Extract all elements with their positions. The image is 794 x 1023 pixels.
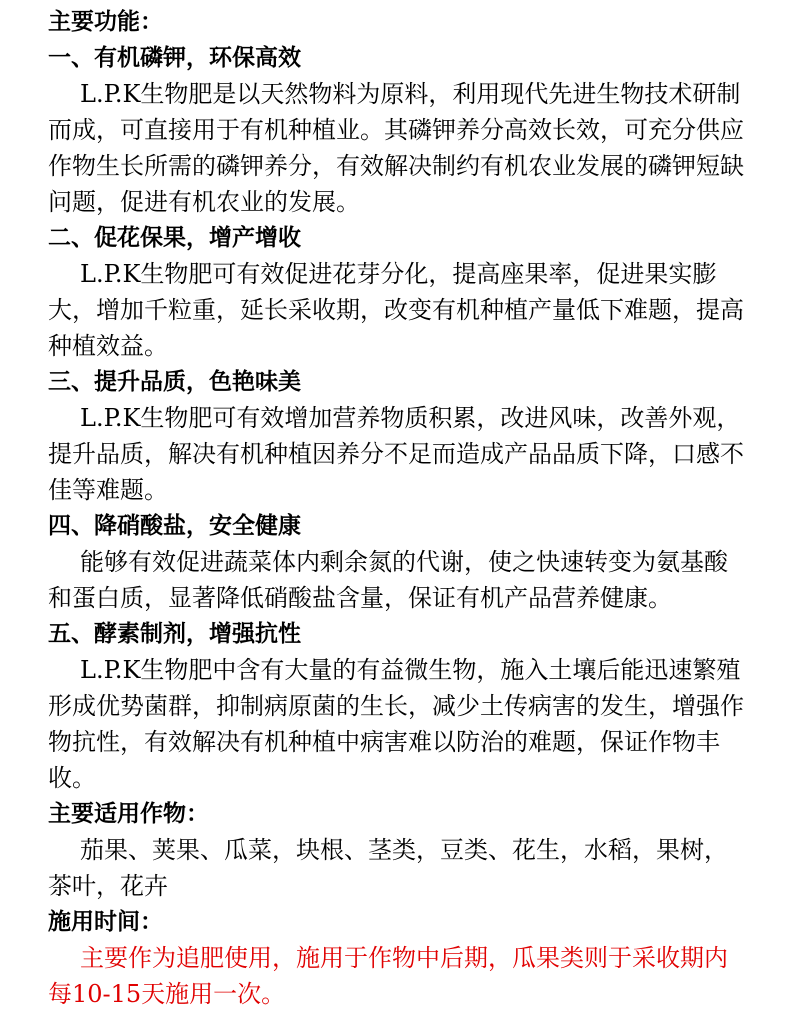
section-5-text: L.P.K生物肥中含有大量的有益微生物，施入土壤后能迅速繁殖形成优势菌群，抑制病原菌的生长，减少土传病害的发生，增强作物抗性，有效解决有机种植中病害难以防治的难题，保证作物丰收。 <box>48 656 744 792</box>
section-2-text: L.P.K生物肥可有效促进花芽分化，提高座果率，促进果实膨大，增加千粒重，延长采收期，改变有机种植产量低下难题，提高种植效益。 <box>48 260 744 360</box>
timing-text: 主要作为追肥使用，施用于作物中后期，瓜果类则于采收期内每10-15天施用一次。 <box>48 944 728 1008</box>
section-1-text: L.P.K生物肥是以天然物料为原料，利用现代先进生物技术研制而成，可直接用于有机种植业。其磷钾养分高效长效，可充分供应作物生长所需的磷钾养分，有效解决制约有机农业发展的磷钾短缺问题，促进有机农业的发展。 <box>48 80 744 216</box>
section-1-heading: 一、有机磷钾，环保高效 <box>48 45 301 71</box>
section-4-text: 能够有效促进蔬菜体内剩余氮的代谢，使之快速转变为氨基酸和蛋白质，显著降低硝酸盐含量，保证有机产品营养健康。 <box>48 548 728 612</box>
section-3-text: L.P.K生物肥可有效增加营养物质积累，改进风味，改善外观，提升品质，解决有机种植因养分不足而造成产品品质下降，口感不佳等难题。 <box>48 404 744 504</box>
crops-heading: 主要适用作物： <box>48 801 209 827</box>
main-title: 主要功能： <box>48 9 163 35</box>
section-2-heading: 二、促花保果，增产增收 <box>48 225 301 251</box>
section-4-heading: 四、降硝酸盐，安全健康 <box>48 513 301 539</box>
timing-heading: 施用时间： <box>48 909 163 935</box>
crops-text: 茄果、荚果、瓜菜，块根、茎类，豆类、花生，水稻，果树，茶叶，花卉 <box>48 836 728 900</box>
section-3-heading: 三、提升品质，色艳味美 <box>48 369 301 395</box>
section-5-heading: 五、酵素制剂，增强抗性 <box>48 621 301 647</box>
